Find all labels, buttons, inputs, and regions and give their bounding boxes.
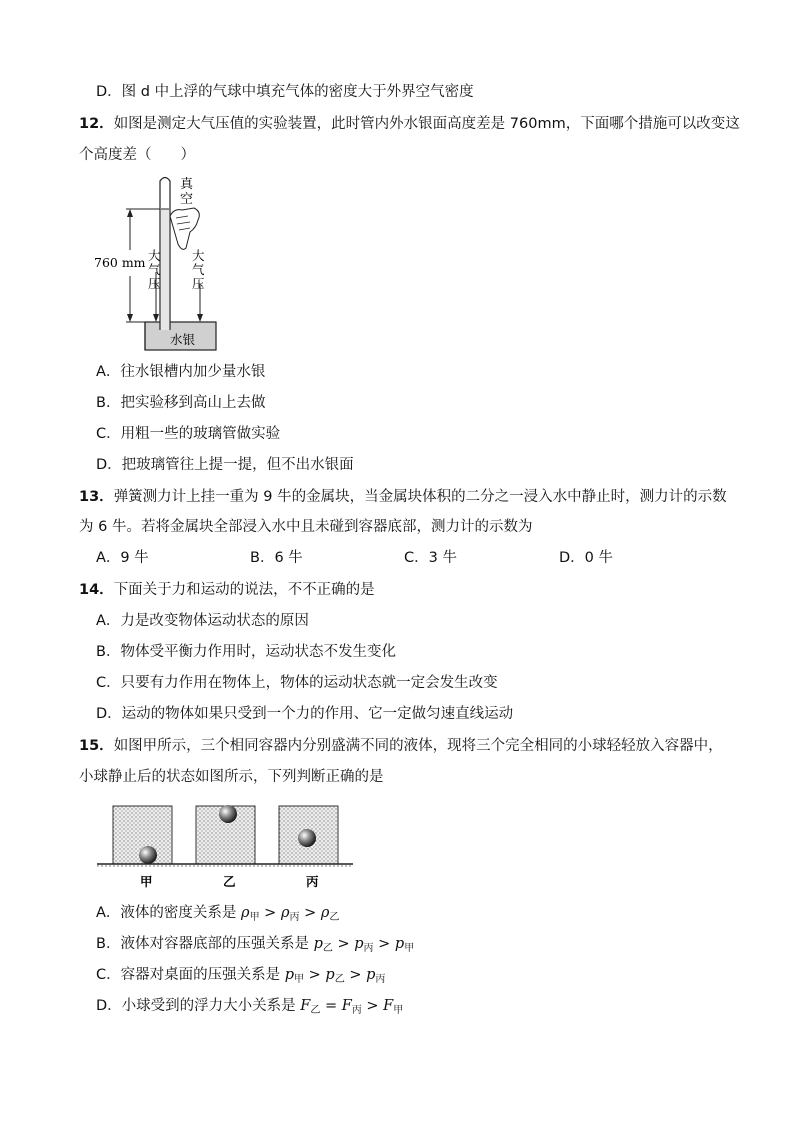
q15-option-a: A．液体的密度关系是 $\rho_甲 > \rho_丙 > \rho_乙$ (96, 905, 340, 923)
q12-stem-line1 (79, 114, 740, 134)
ball-yi (219, 805, 237, 823)
label-jia: 甲 (140, 874, 153, 889)
q15-option-d: D．小球受到的浮力大小关系是 $F_乙 = F_丙 > F_甲$ (96, 998, 404, 1016)
pressure-right-3: 压 (192, 276, 205, 291)
q12-number: 12． (79, 116, 114, 132)
q15-option-c: C．容器对桌面的压强关系是 $p_甲 > p_乙 > p_丙$ (96, 967, 386, 985)
q15-containers-figure (95, 800, 355, 892)
label-yi: 乙 (223, 874, 236, 889)
q14-option-c: C．只要有力作用在物体上，物体的运动状态就一定会发生改变 (96, 675, 498, 691)
q15-text-line1: 如图甲所示，三个相同容器内分别盛满不同的液体，现将三个完全相同的小球轻轻放入容器中， (113, 738, 723, 754)
q13-option-b: B．6 牛 (250, 550, 303, 566)
q13-text-line2: 为 6 牛。若将金属块全部浸入水中且未碰到容器底部，测力计的示数为 (79, 519, 533, 535)
q12-option-c: C．用粗一些的玻璃管做实验 (96, 426, 281, 442)
q15-stem-line1 (79, 736, 723, 756)
q12-option-a: A．往水银槽内加少量水银 (96, 364, 266, 380)
q13-option-c: C．3 牛 (404, 550, 457, 566)
q13-stem-line1 (79, 487, 727, 507)
q14-option-b: B．物体受平衡力作用时，运动状态不发生变化 (96, 644, 396, 660)
mercury-label: 水银 (170, 332, 196, 347)
pressure-right-2: 气 (192, 262, 205, 277)
q13-option-d: D．0 牛 (559, 550, 613, 566)
q12-option-b: B．把实验移到高山上去做 (96, 395, 266, 411)
q13-text-line1: 弹簧测力计上挂一重为 9 牛的金属块，当金属块体积的二分之一浸入水中静止时，测力计的示数 (113, 489, 727, 505)
q14-text: 下面关于力和运动的说法，不不正确的是 (113, 582, 375, 598)
label-bing: 丙 (306, 874, 319, 889)
pressure-left-2: 气 (148, 262, 161, 277)
q14-number: 14． (79, 582, 114, 598)
q14-option-d: D．运动的物体如果只受到一个力的作用、它一定做匀速直线运动 (96, 706, 514, 722)
ball-jia (139, 846, 157, 864)
q11-option-d: D．图 d 中上浮的气球中填充气体的密度大于外界空气密度 (96, 84, 474, 100)
q13-number: 13． (79, 489, 114, 505)
q12-option-d: D．把玻璃管往上提一提，但不出水银面 (96, 457, 354, 473)
q15-number: 15． (79, 738, 114, 754)
height-label: 760 mm (94, 255, 146, 270)
q12-text-line1: 如图是测定大气压值的实验装置，此时管内外水银面高度差是 760mm，下面哪个措施可以改变这 (113, 116, 740, 132)
q14-option-a: A．力是改变物体运动状态的原因 (96, 613, 309, 629)
ball-bing (298, 829, 316, 847)
pressure-right-1: 大 (192, 248, 205, 263)
q12-text-line2: 个高度差（ ） (79, 147, 195, 163)
vacuum-label-1: 真 (180, 177, 194, 192)
q15-text-line2: 小球静止后的状态如图所示，下列判断正确的是 (79, 769, 384, 785)
q15-option-b: B．液体对容器底部的压强关系是 $p_乙 > p_丙 > p_甲$ (96, 936, 415, 954)
pressure-left-3: 压 (148, 276, 161, 291)
vacuum-label-2: 空 (180, 192, 194, 207)
pressure-left-1: 大 (148, 248, 161, 263)
q12-barometer-figure (90, 172, 230, 354)
q13-option-a: A．9 牛 (96, 550, 149, 566)
q14-stem (79, 580, 375, 600)
